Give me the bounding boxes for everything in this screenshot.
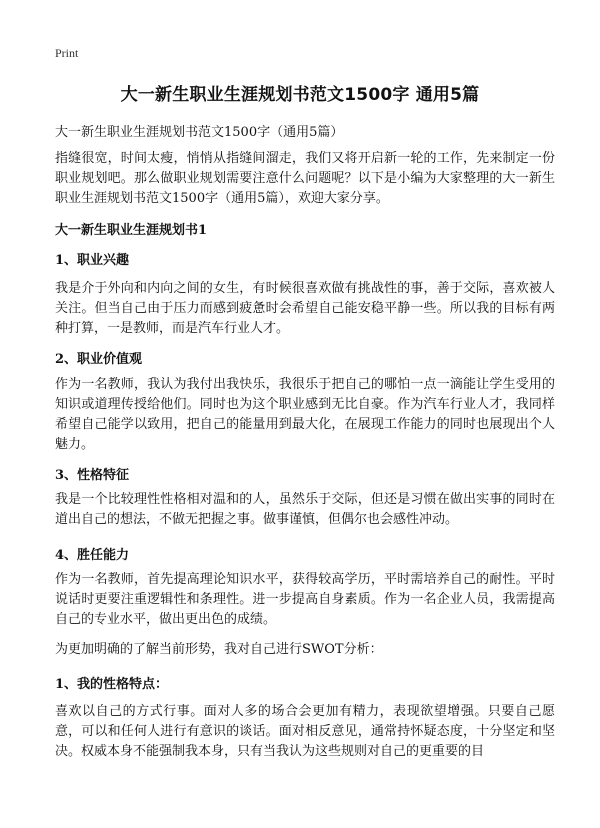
print-link[interactable]: Print <box>55 46 79 60</box>
paragraph-traits: 喜欢以自己的方式行事。面对人多的场合会更加有精力，表现欲望增强。只要自己愿意，可以和任何人进行有意识的谈话。面对相反意见，通常持怀疑态度，十分坚定和坚决。权威本身不能强制我本身，只有当我认为这些规则对自己的更重要的目 <box>55 704 555 759</box>
swot-intro-paragraph: 为更加明确的了解当前形势，我对自己进行SWOT分析： <box>55 642 383 657</box>
heading-personality: 3、性格特征 <box>55 468 130 483</box>
paragraph-personality: 我是一个比较理性性格相对温和的人，虽然乐于交际，但还是习惯在做出实事的同时在道出自己的想法，不做无把握之事。做事谨慎，但偶尔也会感性冲动。 <box>55 492 555 527</box>
heading-traits: 1、我的性格特点： <box>55 677 169 692</box>
heading-career-interest: 1、职业兴趣 <box>55 253 130 268</box>
paragraph-career-interest: 我是介于外向和内向之间的女生，有时候很喜欢做有挑战性的事，善于交际，喜欢被人关注。但当自己由于压力而感到疲惫时会希望自己能安稳平静一些。所以我的目标有两种打算，一是教师，而是汽车行业人才。 <box>55 281 555 336</box>
intro-paragraph: 指缝很宽，时间太瘦，悄悄从指缝间溜走，我们又将开启新一轮的工作，先来制定一份职业规划吧。那么做职业规划需要注意什么问题呢？以下是小编为大家整理的大一新生职业生涯规划书范文1500字（通用5篇），欢迎大家分享。 <box>55 151 555 206</box>
paragraph-career-values: 作为一名教师，我认为我付出我快乐，我很乐于把自己的哪怕一点一滴能让学生受用的知识或道理传授给他们。同时也为这个职业感到无比自豪。作为汽车行业人才，我同样希望自己能学以致用，把自己的能量用到最大化，在展现工作能力的同时也展现出个人魅力。 <box>55 377 555 452</box>
document-subtitle: 大一新生职业生涯规划书范文1500字（通用5篇） <box>55 125 344 140</box>
document-title: 大一新生职业生涯规划书范文1500字 通用5篇 <box>120 85 480 105</box>
section-title: 大一新生职业生涯规划书1 <box>55 223 208 238</box>
heading-competency: 4、胜任能力 <box>55 548 130 563</box>
heading-career-values: 2、职业价值观 <box>55 352 143 367</box>
paragraph-competency: 作为一名教师，首先提高理论知识水平，获得较高学历，平时需培养自己的耐性。平时说话时更要注重逻辑性和条理性。进一步提高自身素质。作为一名企业人员，我需提高自己的专业水平，做出更出色的成绩。 <box>55 572 555 627</box>
